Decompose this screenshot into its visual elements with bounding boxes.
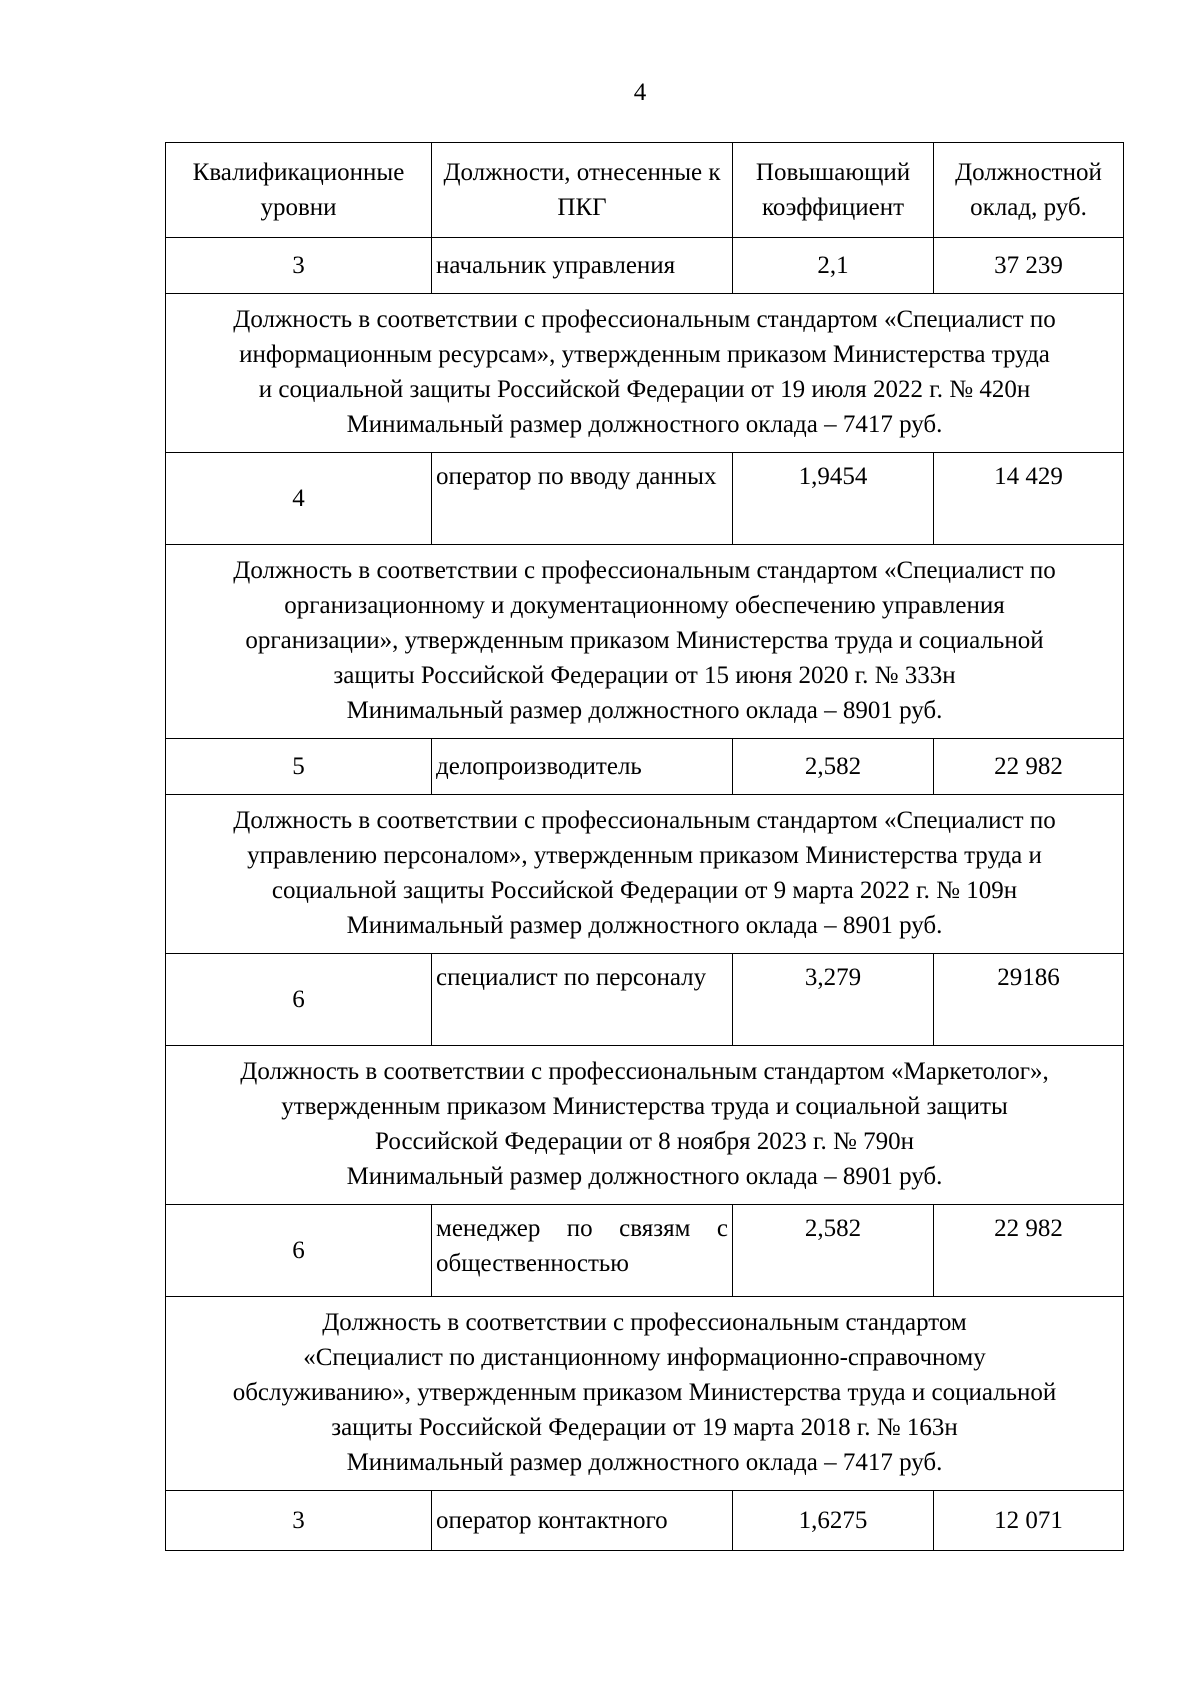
salary-cell: 37 239 [934, 238, 1124, 294]
coefficient-cell: 3,279 [733, 954, 934, 1046]
salary-table [165, 142, 1124, 1551]
level-cell: 5 [166, 739, 432, 795]
header-qualification-levels: Квалификационные уровни [166, 143, 432, 238]
level-cell: 4 [166, 453, 432, 545]
note-line: Минимальный размер должностного оклада – 7417 руб. [346, 411, 943, 438]
note-line: «Специалист по дистанционному информационно-справочному [303, 1344, 986, 1371]
level-cell: 6 [166, 954, 432, 1046]
header-positions: Должности, отнесенные к ПКГ [432, 143, 733, 238]
note-line: Должность в соответствии с профессиональным стандартом «Специалист по [233, 306, 1056, 333]
coefficient-cell: 1,9454 [733, 453, 934, 545]
note-line: организационному и документационному обеспечению управления [284, 592, 1005, 619]
standard-note [166, 795, 1124, 954]
level-cell: 3 [166, 238, 432, 294]
note-line: утвержденным приказом Министерства труда и социальной защиты [281, 1093, 1008, 1120]
note-line: и социальной защиты Российской Федерации от 19 июля 2022 г. № 420н [258, 376, 1031, 403]
note-line: Минимальный размер должностного оклада – 8901 руб. [346, 912, 943, 939]
salary-cell: 12 071 [934, 1491, 1124, 1551]
table-row [166, 739, 1124, 795]
salary-cell: 22 982 [934, 739, 1124, 795]
header-coefficient: Повышающий коэффициент [733, 143, 934, 238]
table-row [166, 1491, 1124, 1551]
note-line: Должность в соответствии с профессиональным стандартом [322, 1309, 967, 1336]
note-line: информационным ресурсам», утвержденным приказом Министерства труда [239, 341, 1050, 368]
position-cell: специалист по персоналу [432, 954, 733, 1046]
salary-cell: 29186 [934, 954, 1124, 1046]
note-line: Должность в соответствии с профессиональным стандартом «Специалист по [233, 557, 1056, 584]
standard-note [166, 545, 1124, 739]
standard-note-row [166, 545, 1124, 739]
position-cell: оператор контактного [432, 1491, 733, 1551]
coefficient-cell: 2,582 [733, 1205, 934, 1297]
note-line: Минимальный размер должностного оклада – 8901 руб. [346, 697, 943, 724]
note-line: Минимальный размер должностного оклада – 7417 руб. [346, 1449, 943, 1476]
page-number: 4 [633, 79, 647, 106]
standard-note [166, 294, 1124, 453]
standard-note-row [166, 1297, 1124, 1491]
position-cell: начальник управления [432, 238, 733, 294]
salary-cell: 22 982 [934, 1205, 1124, 1297]
coefficient-cell: 1,6275 [733, 1491, 934, 1551]
note-line: Минимальный размер должностного оклада – 8901 руб. [346, 1163, 943, 1190]
salary-cell: 14 429 [934, 453, 1124, 545]
table-row [166, 453, 1124, 545]
level-cell: 3 [166, 1491, 432, 1551]
note-line: защиты Российской Федерации от 15 июня 2020 г. № 333н [333, 662, 956, 689]
note-line: Российской Федерации от 8 ноября 2023 г. № 790н [375, 1128, 914, 1155]
position-cell: оператор по вводу данных [432, 453, 733, 545]
note-line: социальной защиты Российской Федерации от 9 марта 2022 г. № 109н [271, 877, 1018, 904]
note-line: организации», утвержденным приказом Министерства труда и социальной [245, 627, 1044, 654]
table-row [166, 238, 1124, 294]
note-line: Должность в соответствии с профессиональным стандартом «Специалист по [233, 807, 1056, 834]
position-cell: делопроизводитель [432, 739, 733, 795]
table-row [166, 954, 1124, 1046]
note-line: Должность в соответствии с профессиональным стандартом «Маркетолог», [240, 1058, 1049, 1085]
standard-note-row [166, 1046, 1124, 1205]
standard-note-row [166, 294, 1124, 453]
coefficient-cell: 2,582 [733, 739, 934, 795]
note-line: управлению персоналом», утвержденным приказом Министерства труда и [247, 842, 1042, 869]
header-salary: Должностной оклад, руб. [934, 143, 1124, 238]
standard-note [166, 1297, 1124, 1491]
level-cell: 6 [166, 1205, 432, 1297]
note-line: обслуживанию», утвержденным приказом Министерства труда и социальной [232, 1379, 1057, 1406]
note-line: защиты Российской Федерации от 19 марта 2018 г. № 163н [331, 1414, 958, 1441]
table-header-row [166, 143, 1124, 238]
coefficient-cell: 2,1 [733, 238, 934, 294]
table-row [166, 1205, 1124, 1297]
position-cell: менеджер по связям с общественностью [432, 1205, 733, 1297]
standard-note [166, 1046, 1124, 1205]
standard-note-row [166, 795, 1124, 954]
